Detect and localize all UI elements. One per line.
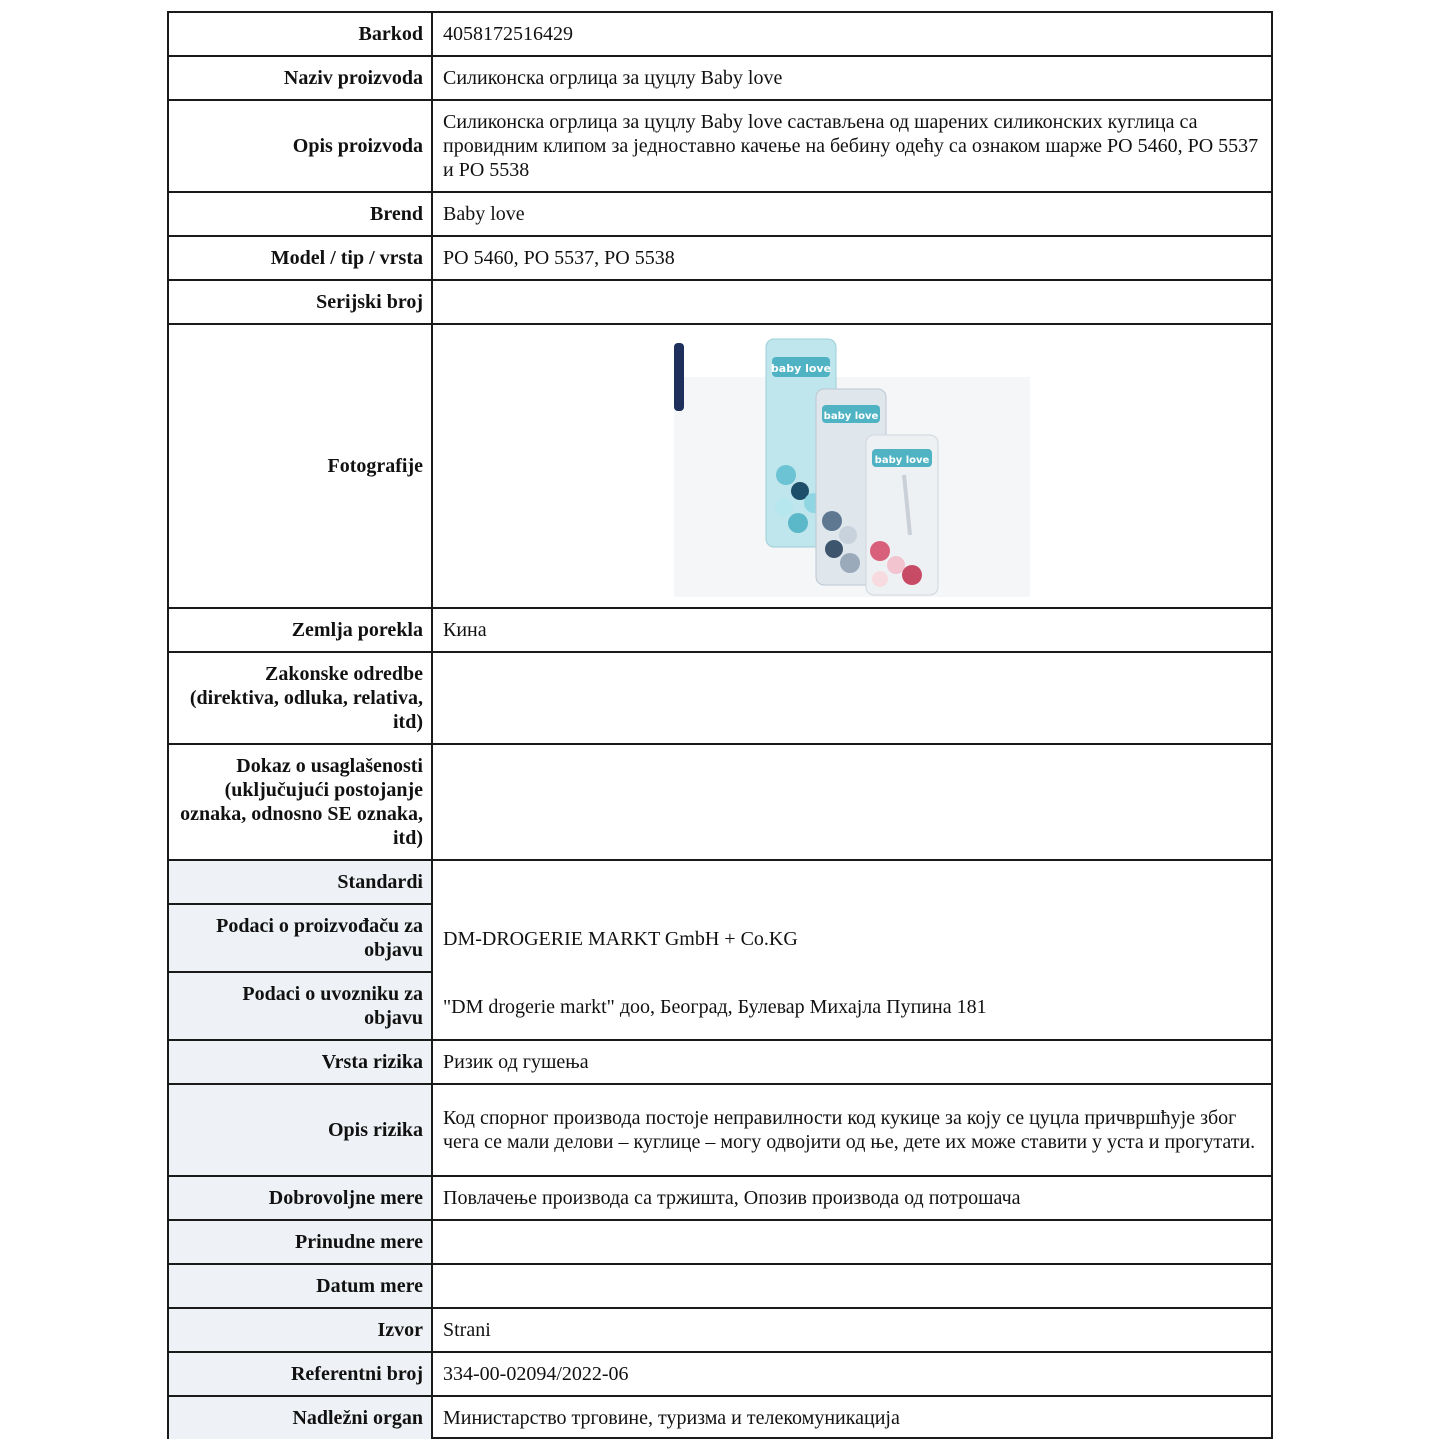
zemlja-value: Кина <box>443 619 487 641</box>
barkod-value: 4058172516429 <box>443 23 573 45</box>
brend-value: Baby love <box>443 203 525 225</box>
row-naziv <box>169 57 1271 101</box>
model-value: PO 5460, PO 5537, PO 5538 <box>443 247 675 269</box>
svg-text:baby love: baby love <box>823 411 879 422</box>
naziv-value: Силиконска огрлица за цуцлу Baby love <box>443 67 783 89</box>
datum-value <box>433 1265 1271 1307</box>
row-zemlja <box>169 609 1271 653</box>
row-serijski <box>169 281 1271 325</box>
vrsta-rizika-value: Ризик од гушења <box>443 1051 589 1073</box>
barkod-label: Barkod <box>169 13 433 55</box>
standardi-label: Standardi <box>169 861 433 905</box>
svg-text:baby love: baby love <box>770 362 832 375</box>
uvoznik-label: Podaci o uvozniku za objavu <box>169 973 433 1041</box>
naziv-label: Naziv proizvoda <box>169 57 433 99</box>
prinudne-label: Prinudne mere <box>169 1221 433 1263</box>
serijski-value <box>433 281 1271 323</box>
brend-label: Brend <box>169 193 433 235</box>
row-prinudne <box>169 1221 1271 1265</box>
row-izvor <box>169 1309 1271 1353</box>
zakonske-value <box>433 653 1271 743</box>
package-pink <box>866 435 938 595</box>
opis-label: Opis proizvoda <box>169 101 433 191</box>
row-vrsta-rizika <box>169 1041 1271 1085</box>
serijski-label: Serijski broj <box>169 281 433 323</box>
row-opis <box>169 101 1271 193</box>
zemlja-label: Zemlja porekla <box>169 609 433 651</box>
uvoznik-value: "DM drogerie markt" доо, Београд, Булевар Михајла Пупина 181 <box>443 996 987 1018</box>
vrsta-rizika-label: Vrsta rizika <box>169 1041 433 1083</box>
dobrovoljne-value: Повлачење производа са тржишта, Опозив производа од потрошача <box>443 1187 1021 1209</box>
nadlezni-value: Министарство трговине, туризма и телекомуникација <box>443 1407 900 1429</box>
nadlezni-label: Nadležni organ <box>169 1397 433 1439</box>
navy-edge-shape <box>674 343 684 411</box>
row-nadlezni <box>169 1397 1271 1439</box>
row-brend <box>169 193 1271 237</box>
row-dokaz <box>169 745 1271 861</box>
prinudne-value <box>433 1221 1271 1263</box>
row-model <box>169 237 1271 281</box>
proizvodjac-label: Podaci o proizvođaču za objavu <box>169 905 433 973</box>
fotografije-value <box>433 325 1271 607</box>
proizvodjac-value: DM-DROGERIE MARKT GmbH + Co.KG <box>443 928 798 950</box>
opis-value: Силиконска огрлица за цуцлу Baby love састављена од шарених силиконских куглица са провидним клипом за једноставно качење на бебину одећу са ознаком шарже PO 5460, PO 5537 и PO 5538 <box>443 111 1259 181</box>
dobrovoljne-label: Dobrovoljne mere <box>169 1177 433 1219</box>
row-dobrovoljne <box>169 1177 1271 1221</box>
row-zakonske <box>169 653 1271 745</box>
datum-label: Datum mere <box>169 1265 433 1307</box>
manufacturer-importer-cell <box>433 861 1271 1041</box>
model-label: Model / tip / vrsta <box>169 237 433 279</box>
dokaz-label: Dokaz o usaglašenosti (uključujući postojanje oznaka, odnosno SE oznaka, itd) <box>169 745 433 859</box>
pacifier-chain-packages-image <box>674 335 1030 597</box>
opis-rizika-value: Код спорног производа постоје неправилности код кукице за коју се цуцла причвршћује због чега се мали делови – куглице – могу одвојити од ње, дете их може ставити у уста и прогутати. <box>443 1107 1256 1153</box>
product-info-table <box>167 11 1273 1439</box>
row-fotografije <box>169 325 1271 609</box>
row-datum <box>169 1265 1271 1309</box>
row-barkod <box>169 13 1271 57</box>
izvor-value: Strani <box>443 1319 491 1341</box>
opis-rizika-label: Opis rizika <box>169 1085 433 1175</box>
referentni-label: Referentni broj <box>169 1353 433 1395</box>
product-photo <box>674 335 1030 597</box>
svg-text:baby love: baby love <box>874 455 930 466</box>
row-referentni <box>169 1353 1271 1397</box>
dokaz-value <box>433 745 1271 859</box>
referentni-value: 334-00-02094/2022-06 <box>443 1363 629 1385</box>
fotografije-label: Fotografije <box>169 325 433 607</box>
izvor-label: Izvor <box>169 1309 433 1351</box>
zakonske-label: Zakonske odredbe (direktiva, odluka, relativa, itd) <box>169 653 433 743</box>
row-opis-rizika <box>169 1085 1271 1177</box>
